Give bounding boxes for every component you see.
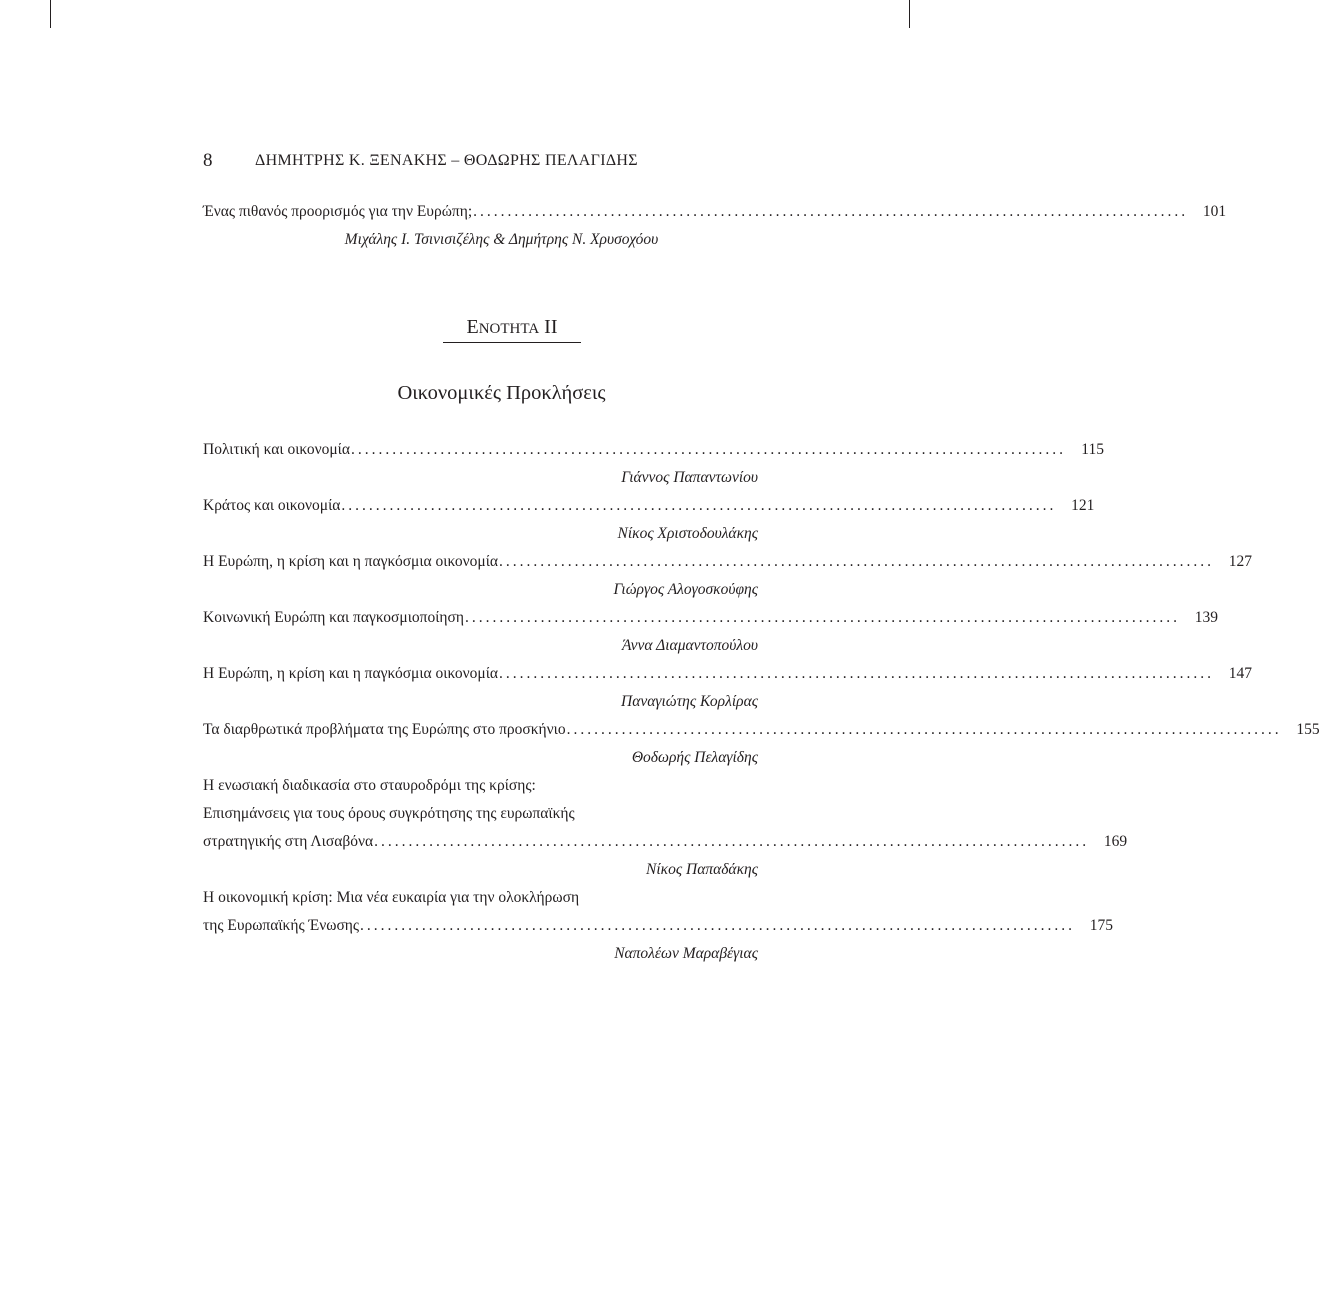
leader-dots: ........................................................................................................	[499, 665, 1215, 682]
crop-mark-right	[909, 0, 910, 28]
crop-mark-left	[50, 0, 51, 28]
section-label-numeral: ΙΙ	[544, 316, 558, 338]
leader-dots: ........................................................................................................	[360, 917, 1076, 934]
toc-entry-page: 121	[1071, 497, 1095, 514]
toc-entry-title: Η Ευρώπη, η κρίση και η παγκόσμια οικονομία	[203, 665, 499, 682]
toc-entry[interactable]	[203, 721, 1320, 747]
toc-entry-authors: Μιχάλης Ι. Τσινισιζέλης & Δημήτρης Ν. Χρυσοχόου	[344, 231, 659, 248]
leader-dots: ........................................................................................................	[350, 441, 1066, 458]
leader-dots: ........................................................................................................	[374, 833, 1090, 850]
toc-entry-title-line[interactable]: Επισημάνσεις για τους όρους συγκρότησης της ευρωπαϊκής	[203, 805, 575, 822]
toc-entry-title: Η Ευρώπη, η κρίση και η παγκόσμια οικονομία	[203, 553, 499, 570]
toc-entry[interactable]	[203, 833, 1128, 859]
toc-entry-title: Κοινωνική Ευρώπη και παγκοσμιοποίηση	[203, 609, 464, 626]
toc-entry-author: Νίκος Χριστοδουλάκης	[617, 525, 758, 542]
leader-dots: ........................................................................................................	[566, 721, 1282, 738]
toc-entry[interactable]	[203, 497, 1095, 523]
toc-entry[interactable]	[203, 665, 1253, 691]
toc-entry-page: 127	[1228, 553, 1253, 570]
toc-entry-title: στρατηγικής στη Λισαβόνα	[203, 833, 374, 850]
leader-dots: ........................................................................................................	[499, 553, 1215, 570]
toc-entry-author: Γιώργος Αλογοσκούφης	[613, 581, 758, 598]
toc-entry-author: Νίκος Παπαδάκης	[646, 861, 758, 878]
toc-entry-page: 169	[1103, 833, 1128, 850]
section-label-initial: Ε	[466, 316, 479, 338]
toc-entry-page: 115	[1081, 441, 1104, 458]
toc-entry-page: 147	[1228, 665, 1253, 682]
leader-dots: ........................................................................................................	[464, 609, 1180, 626]
toc-entry-author: Ναπολέων Μαραβέγιας	[614, 945, 758, 962]
section-title: Οικονομικές Προκλήσεις	[397, 382, 606, 404]
toc-entry-page: 139	[1194, 609, 1218, 626]
toc-entry-title: της Ευρωπαϊκής Ένωσης	[203, 917, 360, 934]
toc-entry[interactable]	[203, 553, 1253, 579]
toc-entry-page: 175	[1089, 917, 1114, 934]
toc-entry-title: Πολιτική και οικονομία	[203, 441, 350, 458]
page-header	[203, 150, 803, 180]
toc-entry[interactable]	[203, 203, 1227, 229]
running-head: ΔΗΜΗΤΡΗΣ Κ. ΞΕΝΑΚΗΣ – ΘΟΔΩΡΗΣ ΠΕΛΑΓΙΔΗΣ	[255, 152, 638, 169]
toc-entry-page: 101	[1202, 203, 1227, 220]
toc-entry-author: Θοδωρής Πελαγίδης	[631, 749, 758, 766]
toc-entry-title-line[interactable]: Η ενωσιακή διαδικασία στο σταυροδρόμι της κρίσης:	[203, 777, 536, 794]
toc-entry-page: 155	[1296, 721, 1320, 738]
leader-dots: ........................................................................................................	[473, 203, 1189, 220]
toc-entry[interactable]	[203, 441, 1104, 467]
toc-entry-title: Κράτος και οικονομία	[203, 497, 341, 514]
toc-entry-title-line[interactable]: Η οικονομική κρίση: Μια νέα ευκαιρία για την ολοκλήρωση	[203, 889, 580, 906]
toc-entry-title: Τα διαρθρωτικά προβλήματα της Ευρώπης στο προσκήνιο	[203, 721, 566, 738]
toc-entry-author: Άννα Διαμαντοπούλου	[622, 637, 758, 654]
toc-entry-title: Ένας πιθανός προορισμός για την Ευρώπη;	[203, 203, 473, 220]
section-label	[443, 316, 581, 343]
toc-entry-author: Παναγιώτης Κορλίρας	[621, 693, 758, 710]
toc-entry[interactable]	[203, 917, 1114, 943]
toc-entry[interactable]	[203, 609, 1218, 635]
leader-dots: ........................................................................................................	[341, 497, 1057, 514]
section-label-rest: ΝΟΤΗΤΑ	[478, 321, 540, 337]
toc-entry-author: Γιάννος Παπαντωνίου	[621, 469, 758, 486]
page-number: 8	[203, 150, 213, 171]
